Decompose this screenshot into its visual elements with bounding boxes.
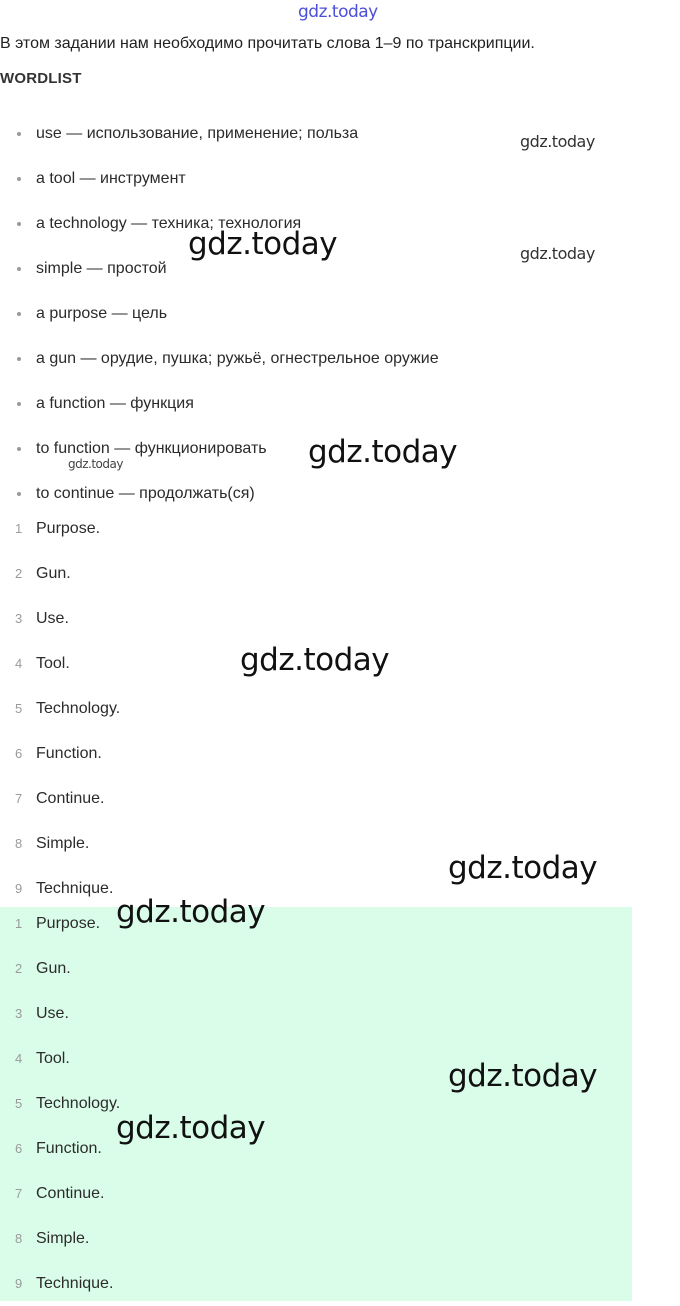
list-item: [0, 336, 632, 381]
answer-item: [0, 1216, 632, 1261]
item-number: 3: [15, 1006, 23, 1021]
bullet-icon: [17, 402, 21, 406]
answer-text: Continue.: [36, 790, 105, 807]
answer-text: Simple.: [36, 835, 90, 852]
bullet-icon: [17, 312, 21, 316]
watermark: gdz.today: [116, 1110, 266, 1146]
list-item: [0, 381, 632, 426]
watermark: gdz.today: [188, 226, 338, 262]
answer-text: Technology.: [36, 1095, 121, 1112]
answer-text: Gun.: [36, 960, 71, 977]
word-entry: use — использование, применение; польза: [36, 125, 359, 142]
item-number: 8: [15, 836, 23, 851]
word-entry: to continue — продолжать(ся): [36, 485, 255, 502]
answer-text: Purpose.: [36, 520, 101, 537]
item-number: 7: [15, 1186, 23, 1201]
answer-text: Technique.: [36, 880, 114, 897]
answer-list-second: [0, 901, 632, 1306]
watermark: gdz.today: [68, 457, 123, 471]
bullet-icon: [17, 177, 21, 181]
bullet-icon: [17, 267, 21, 271]
answer-item: [0, 506, 632, 551]
site-logo[interactable]: gdz.today: [298, 2, 378, 22]
answer-item: [0, 776, 632, 821]
answer-text: Continue.: [36, 1185, 105, 1202]
word-entry: simple — простой: [36, 260, 167, 277]
answer-item: [0, 596, 632, 641]
item-number: 1: [15, 916, 23, 931]
item-number: 9: [15, 881, 23, 896]
list-item: [0, 156, 632, 201]
answer-text: Gun.: [36, 565, 71, 582]
item-number: 2: [15, 566, 23, 581]
intro-text: В этом задании нам необходимо прочитать слова 1–9 по транскрипции.: [0, 35, 535, 52]
watermark: gdz.today: [520, 132, 595, 151]
word-entry: a tool — инструмент: [36, 170, 186, 187]
word-entry: a function — функция: [36, 395, 194, 412]
word-entry: to function — функционировать: [36, 440, 267, 457]
item-number: 1: [15, 521, 23, 536]
bullet-icon: [17, 447, 21, 451]
item-number: 2: [15, 961, 23, 976]
watermark: gdz.today: [240, 642, 390, 678]
watermark: gdz.today: [116, 894, 266, 930]
word-entry: a purpose — цель: [36, 305, 168, 322]
answer-item: [0, 1171, 632, 1216]
answer-text: Function.: [36, 745, 102, 762]
watermark: gdz.today: [520, 244, 595, 263]
word-entry: a technology — техника; технология: [36, 215, 302, 232]
item-number: 4: [15, 1051, 23, 1066]
item-number: 9: [15, 1276, 23, 1291]
wordlist-heading: WORDLIST: [0, 70, 82, 87]
answer-item: [0, 991, 632, 1036]
answer-text: Simple.: [36, 1230, 90, 1247]
answer-item: [0, 686, 632, 731]
bullet-icon: [17, 222, 21, 226]
bullet-icon: [17, 132, 21, 136]
word-entry: a gun — орудие, пушка; ружьё, огнестрельное оружие: [36, 350, 439, 367]
answer-text: Use.: [36, 610, 69, 627]
answer-item: [0, 901, 632, 946]
item-number: 6: [15, 1141, 23, 1156]
item-number: 7: [15, 791, 23, 806]
answer-text: Purpose.: [36, 915, 101, 932]
answer-item: [0, 1261, 632, 1306]
answer-text: Function.: [36, 1140, 102, 1157]
watermark: gdz.today: [448, 1058, 598, 1094]
bullet-icon: [17, 492, 21, 496]
answer-item: [0, 1126, 632, 1171]
item-number: 5: [15, 1096, 23, 1111]
answer-item: [0, 551, 632, 596]
item-number: 4: [15, 656, 23, 671]
item-number: 6: [15, 746, 23, 761]
answer-text: Technique.: [36, 1275, 114, 1292]
answer-text: Use.: [36, 1005, 69, 1022]
item-number: 8: [15, 1231, 23, 1246]
item-number: 5: [15, 701, 23, 716]
watermark: gdz.today: [308, 434, 458, 470]
answer-text: Technology.: [36, 700, 121, 717]
bullet-icon: [17, 357, 21, 361]
answer-item: [0, 731, 632, 776]
list-item: [0, 291, 632, 336]
answer-text: Tool.: [36, 655, 70, 672]
item-number: 3: [15, 611, 23, 626]
answer-item: [0, 946, 632, 991]
watermark: gdz.today: [448, 850, 598, 886]
answer-text: Tool.: [36, 1050, 70, 1067]
